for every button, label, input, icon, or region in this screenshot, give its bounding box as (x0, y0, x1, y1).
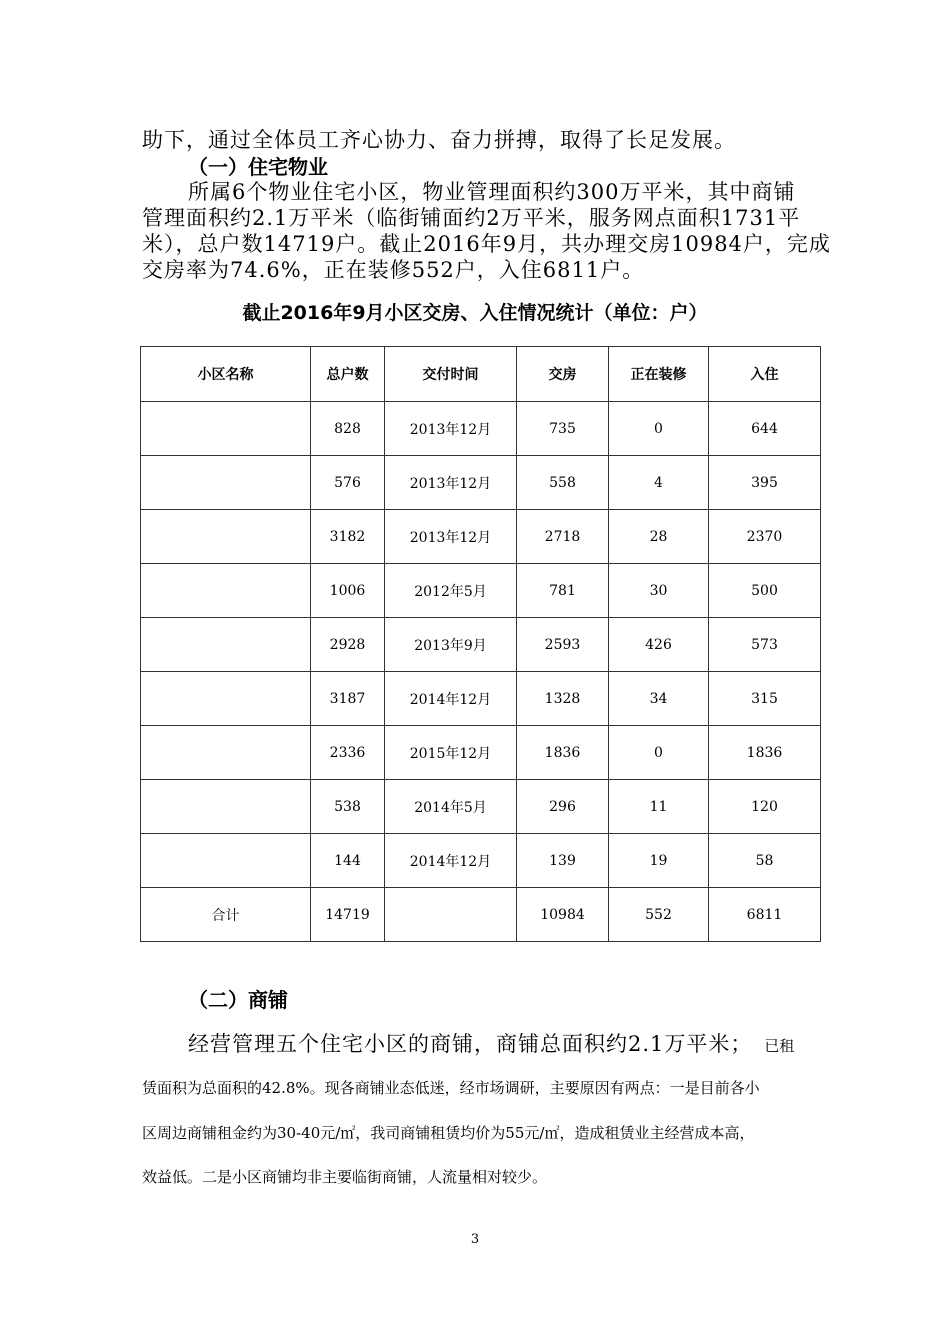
table-cell: 1328 (517, 672, 609, 726)
table-cell: 500 (709, 564, 821, 618)
table-cell (141, 564, 311, 618)
section1-para-line: 米），总户数14719户。截止2016年9月，共办理交房10984户，完成 (142, 232, 831, 256)
table-row (141, 618, 821, 672)
table-cell: 14719 (311, 888, 385, 942)
table-cell: 0 (609, 402, 709, 456)
table-row (141, 402, 821, 456)
table-cell: 120 (709, 780, 821, 834)
table-cell: 2013年12月 (385, 510, 517, 564)
table-cell: 34 (609, 672, 709, 726)
section2-line: 赁面积为总面积的42.8%。现各商铺业态低迷，经市场调研，主要原因有两点：一是目前各小 (142, 1079, 760, 1097)
table-cell: 558 (517, 456, 609, 510)
intro-line: 助下，通过全体员工齐心协力、奋力拼搏，取得了长足发展。 (142, 128, 736, 152)
table-cell: 10984 (517, 888, 609, 942)
header-cell: 总户数 (311, 347, 385, 402)
table-cell: 合计 (141, 888, 311, 942)
table-cell: 296 (517, 780, 609, 834)
table-cell: 576 (311, 456, 385, 510)
table-row (141, 726, 821, 780)
header-cell: 小区名称 (141, 347, 311, 402)
table-cell: 2012年5月 (385, 564, 517, 618)
table-cell (141, 402, 311, 456)
table-row (141, 510, 821, 564)
table-row (141, 780, 821, 834)
table-cell: 573 (709, 618, 821, 672)
section1-para-line: 所属6个物业住宅小区，物业管理面积约300万平米，其中商铺 (188, 180, 796, 204)
table-cell: 828 (311, 402, 385, 456)
table-row (141, 834, 821, 888)
table-cell: 426 (609, 618, 709, 672)
section1-para-line: 交房率为74.6%，正在装修552户，入住6811户。 (142, 258, 645, 282)
table-row (141, 456, 821, 510)
table-cell: 2015年12月 (385, 726, 517, 780)
table-header-row (141, 347, 821, 402)
section2-line1-main: 经营管理五个住宅小区的商铺，商铺总面积约2.1万平米； (188, 1032, 753, 1056)
table-cell: 3182 (311, 510, 385, 564)
table-cell (141, 456, 311, 510)
table-cell: 781 (517, 564, 609, 618)
table-row (141, 672, 821, 726)
table-cell: 315 (709, 672, 821, 726)
table-cell (141, 672, 311, 726)
table-cell (141, 726, 311, 780)
statistics-table (140, 346, 821, 942)
section2-line: 区周边商铺租金约为30-40元/㎡，我司商铺租赁均价为55元/㎡，造成租赁业主经营成本高， (142, 1124, 755, 1142)
table-row (141, 564, 821, 618)
table-cell: 2013年9月 (385, 618, 517, 672)
table-cell: 644 (709, 402, 821, 456)
section1-heading: （一）住宅物业 (188, 155, 328, 179)
section1-para-line: 管理面积约2.1万平米（临街铺面约2万平米，服务网点面积1731平 (142, 206, 801, 230)
table-cell (141, 618, 311, 672)
table-cell: 11 (609, 780, 709, 834)
header-cell: 正在装修 (609, 347, 709, 402)
section2-heading: （二）商铺 (188, 988, 288, 1012)
header-cell: 交房 (517, 347, 609, 402)
page-number: 3 (470, 1232, 480, 1247)
table-cell: 2928 (311, 618, 385, 672)
table-cell: 552 (609, 888, 709, 942)
table-cell: 2013年12月 (385, 402, 517, 456)
table-cell: 28 (609, 510, 709, 564)
header-cell: 交付时间 (385, 347, 517, 402)
table-cell: 2014年5月 (385, 780, 517, 834)
table-cell: 1836 (709, 726, 821, 780)
table-cell: 30 (609, 564, 709, 618)
header-cell: 入住 (709, 347, 821, 402)
table-cell (141, 834, 311, 888)
table-cell: 144 (311, 834, 385, 888)
table-cell: 19 (609, 834, 709, 888)
table-cell: 395 (709, 456, 821, 510)
table-cell: 1836 (517, 726, 609, 780)
table-cell: 735 (517, 402, 609, 456)
table-cell: 2593 (517, 618, 609, 672)
section2-line: 效益低。二是小区商铺均非主要临街商铺，人流量相对较少。 (142, 1168, 548, 1186)
table-cell: 2013年12月 (385, 456, 517, 510)
table-cell: 4 (609, 456, 709, 510)
table-cell: 2014年12月 (385, 834, 517, 888)
table-cell: 139 (517, 834, 609, 888)
table-cell: 6811 (709, 888, 821, 942)
table-total-row (141, 888, 821, 942)
table-cell: 0 (609, 726, 709, 780)
table-cell: 2718 (517, 510, 609, 564)
table-cell: 2370 (709, 510, 821, 564)
table-cell: 1006 (311, 564, 385, 618)
table-cell: 2014年12月 (385, 672, 517, 726)
table-cell (141, 510, 311, 564)
table-cell: 3187 (311, 672, 385, 726)
table-cell (141, 780, 311, 834)
table-cell: 538 (311, 780, 385, 834)
section2-first-line (188, 1028, 794, 1058)
table-caption: 截止2016年9月小区交房、入住情况统计（单位：户） (242, 302, 708, 324)
table-cell: 2336 (311, 726, 385, 780)
table-cell: 58 (709, 834, 821, 888)
table-cell (385, 888, 517, 942)
section2-line1-tail: 已租 (764, 1037, 795, 1055)
